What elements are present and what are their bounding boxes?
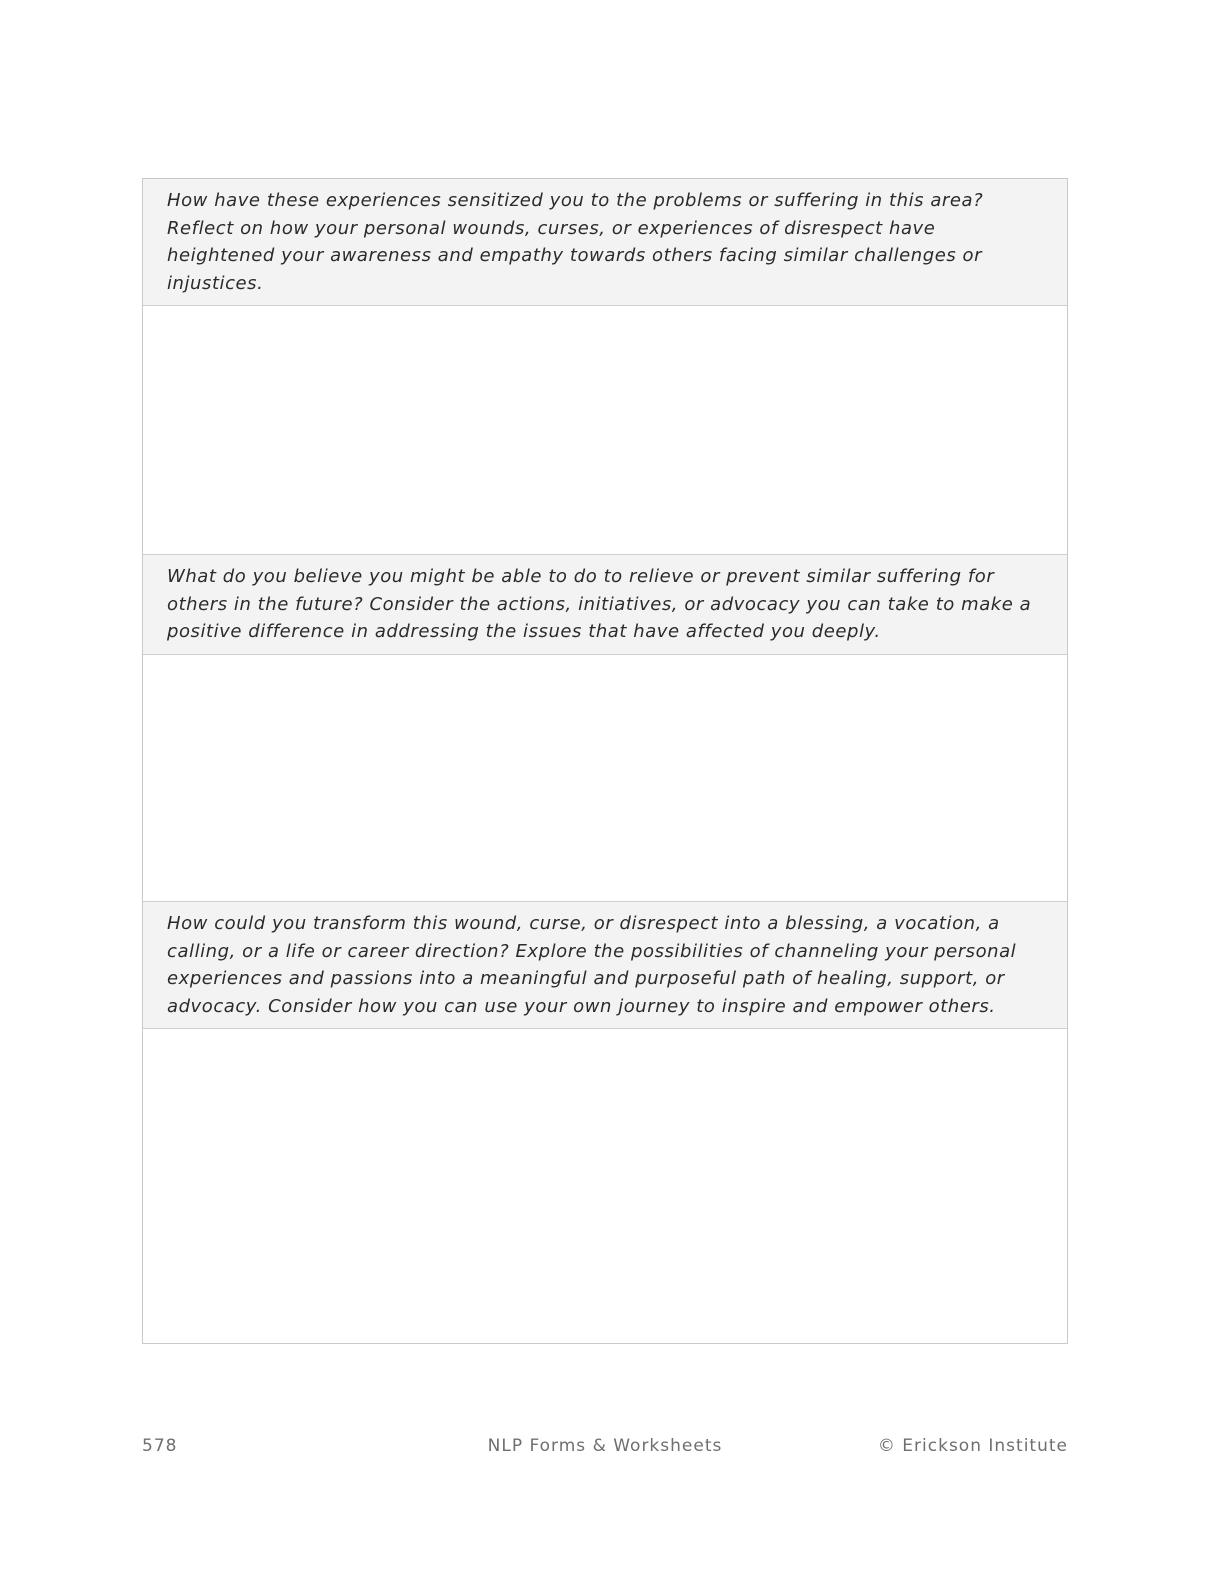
page-number: 578 (142, 1436, 178, 1456)
copyright-notice: © Erickson Institute (877, 1436, 1068, 1456)
answer-box-relieve-suffering[interactable] (143, 655, 1067, 901)
answer-box-sensitized[interactable] (143, 306, 1067, 554)
prompt-sensitized: How have these experiences sensitized you to the problems or suffering in this area? Reflect on how your personal wounds, curses, or experiences of disrespect have heightened your awareness and empathy towards others facing similar challenges or injustices. (143, 179, 1067, 306)
worksheet-table (142, 178, 1068, 1344)
prompt-relieve-suffering: What do you believe you might be able to do to relieve or prevent similar suffering for others in the future? Consider the actions, initiatives, or advocacy you can take to make a positive difference in addressing the issues that have affected you deeply. (143, 554, 1067, 655)
book-title: NLP Forms & Worksheets (487, 1436, 723, 1456)
page-footer (142, 1436, 1068, 1460)
answer-box-transform-wound[interactable] (143, 1029, 1067, 1343)
prompt-transform-wound: How could you transform this wound, curse, or disrespect into a blessing, a vocation, a calling, or a life or career direction? Explore the possibilities of channeling your personal experiences and passions into a meaningful and purposeful path of healing, support, or advocacy. Consider how you can use your own journey to inspire and empower others. (143, 901, 1067, 1029)
